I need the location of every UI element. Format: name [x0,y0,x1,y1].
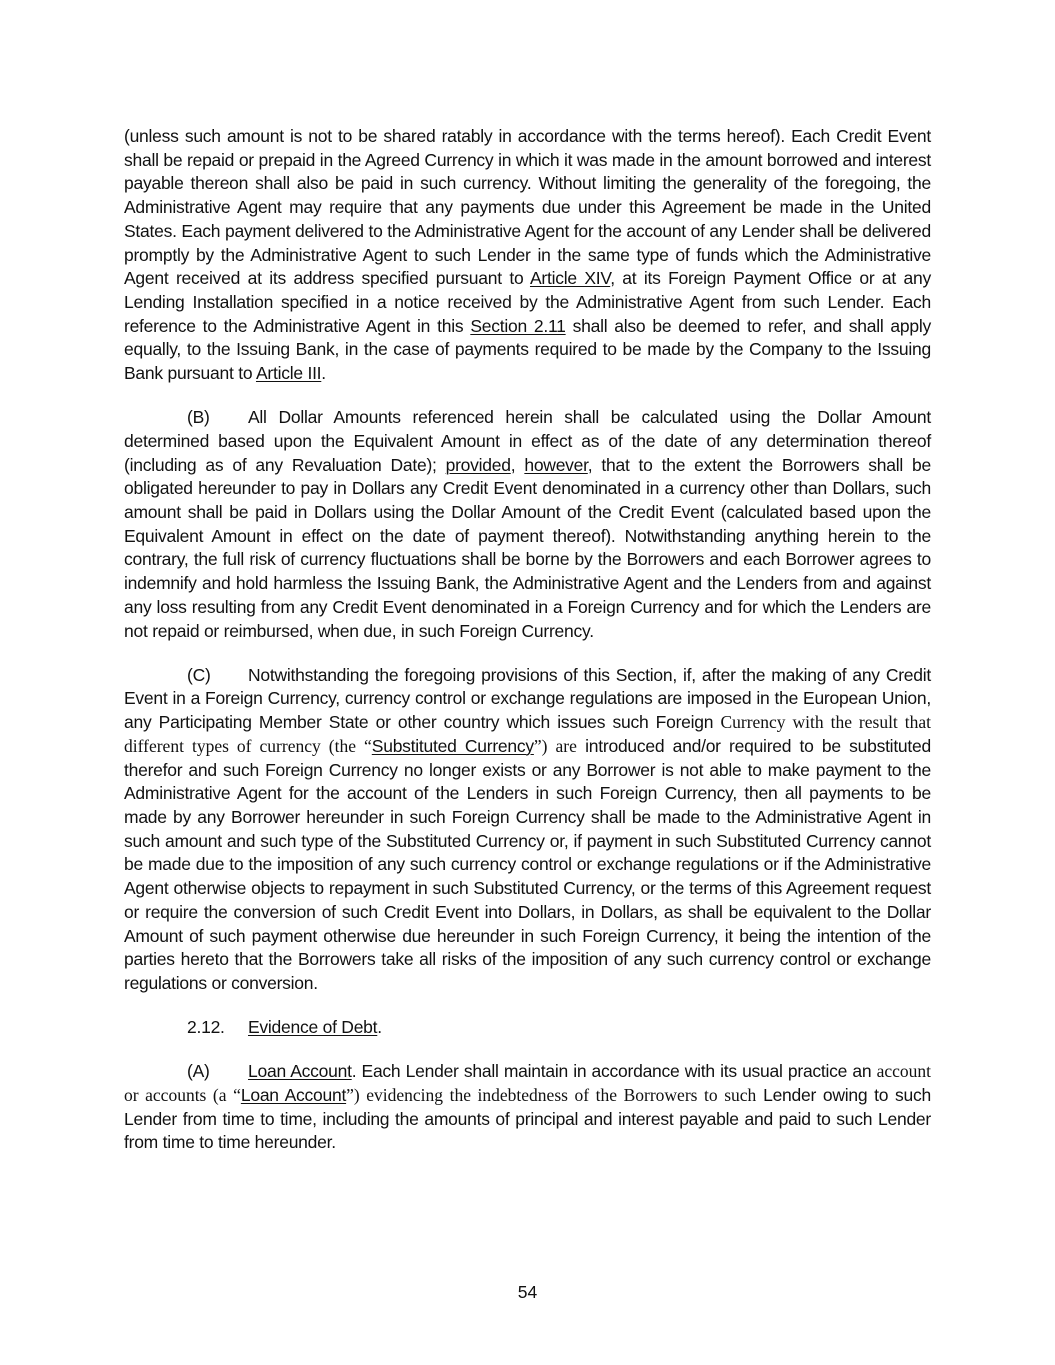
however-term: however [524,454,588,475]
paragraph-label-b: (B) [187,407,210,428]
article-iii-reference: Article III [255,363,322,384]
paragraph-continuation [124,125,931,386]
text-segment-serif: ”) are [533,735,577,756]
section-heading-2-12 [124,1016,931,1040]
paragraph-label-c: (C) [187,664,211,685]
paragraph-label-a: (A) [187,1061,210,1082]
paragraph-a-loan-account [124,1060,931,1155]
paragraph-b [124,406,931,643]
paragraph-c [124,664,931,996]
section-title-end: . [377,1017,382,1038]
text-segment: . [321,363,326,384]
section-2-11-reference: Section 2.11 [470,315,566,336]
text-segment: shall also be deemed to refer, and shall apply equally, to the Issuing Bank, in the case of payments required to be made by the Company to the Issuing Bank pursuant to [124,315,932,384]
text-segment-serif: account or accounts (a “ [124,1061,932,1106]
section-number: 2.12. [187,1017,225,1038]
text-segment-serif: ”) evidencing the indebtedness of the Borrowers to such [346,1085,757,1106]
text-segment: , that to the extent the Borrowers shall be obligated hereunder to pay in Dollars any Credit Event denominated in a currency other than Dollars, such amount shall be paid in Dollars using the Dollar Amount of the Credit Event (calculated based upon the Equivalent Amount in effect on the date of payment thereof). Notwithstanding anything herein to the contrary, the full risk of currency fluctuations shall be borne by the Borrowers and each Borrower agrees to indemnify and hold harmless the Issuing Bank, the Administrative Agent and the Lenders from and against any loss resulting from any Credit Event denominated in a Foreign Currency and for which the Lenders are not repaid or reimbursed, when due, in such Foreign Currency. [124,454,931,641]
text-segment: (unless such amount is not to be shared ratably in accordance with the terms hereof). Each Credit Event shall be repaid or prepaid in the Agreed Currency in which it was made in the amount borrowed and interest payable thereon shall also be paid in such currency. Without limiting the generality of the foregoing, the Administrative Agent may require that any payments due under this Agreement be made in the United States. Each payment delivered to the Administrative Agent for the account of any Lender shall be delivered promptly by the Administrative Agent to such Lender in the same type of funds which the Administrative Agent received at its address specified pursuant to [124,126,931,289]
document-body [124,125,931,1176]
substituted-currency-term: Substituted Currency [371,735,534,756]
text-segment: . Each Lender shall maintain in accordance with its usual practice an [351,1061,877,1082]
section-title: Evidence of Debt [248,1017,378,1038]
text-segment: Lender owing to such Lender from time to time, including the amounts of principal and interest payable and paid to such Lender from time to time hereunder. [124,1085,932,1153]
text-segment-serif: Currency with the result that different types of currency (the “ [124,712,931,756]
text-segment: Notwithstanding the foregoing provisions of this Section, if, after the making of any Credit Event in a Foreign Currency, currency control or exchange regulations are imposed in the European Union, any Participating Member State or other country which issues such Foreign [124,664,931,733]
provided-term: provided [445,454,511,475]
page-number: 54 [517,1282,538,1302]
text-segment: All Dollar Amounts referenced herein shall be calculated using the Dollar Amount determined based upon the Equivalent Amount in effect as of the date of any determination thereof (including as of any Revaluation Date); [124,407,931,475]
loan-account-heading: Loan Account [248,1061,352,1082]
text-segment: , at its Foreign Payment Office or at any Lending Installation specified in a notice received by the Administrative Agent from such Lender. Each reference to the Administrative Agent in this [124,268,931,336]
text-segment: introduced and/or required to be substituted therefor and such Foreign Currency no longer exists or any Borrower is not able to make payment to the Administrative Agent for the account of the Lenders in such Foreign Currency, then all payments to be made by any Borrower hereunder in such Foreign Currency shall be made to the Administrative Agent in such amount and such type of the Substituted Currency or, if payment in such Substituted Currency cannot be made due to the imposition of any such currency control or exchange regulations or if the Administrative Agent otherwise objects to repayment in such Substituted Currency, or the terms of this Agreement request or require the conversion of such Credit Event into Dollars, in Dollars, as shall be equivalent to the Dollar Amount of such payment otherwise due hereunder in such Foreign Currency, it being the intention of the parties hereto that the Borrowers take all risks of the imposition of any such currency control or exchange regulations or conversion. [124,735,931,993]
text-segment: , [510,454,525,475]
loan-account-term: Loan Account [240,1085,347,1106]
article-xiv-reference: Article XIV [529,268,611,289]
